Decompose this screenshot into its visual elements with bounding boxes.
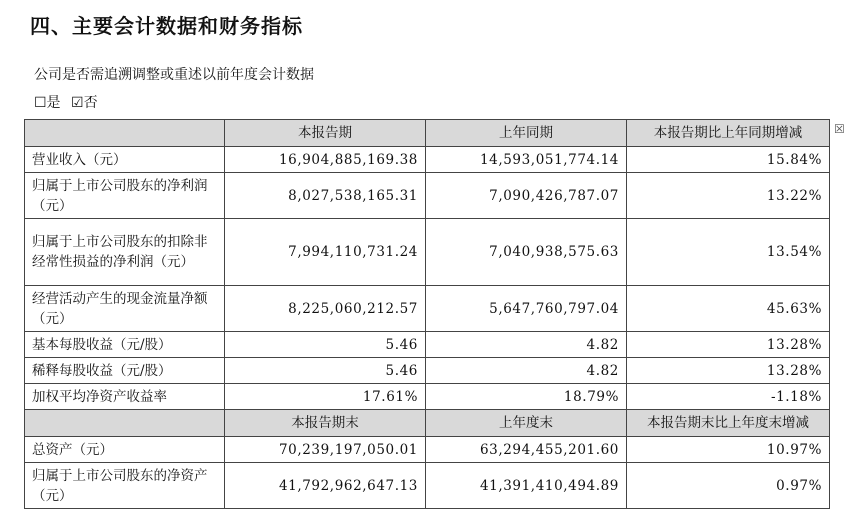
table-row bbox=[25, 332, 830, 358]
table-header-row bbox=[25, 120, 830, 147]
row-label: 总资产（元） bbox=[25, 437, 225, 463]
header-cell-change: 本报告期比上年同期增减 bbox=[627, 120, 830, 147]
restatement-options bbox=[34, 92, 104, 112]
current-value: 16,904,885,169.38 bbox=[225, 147, 426, 173]
table-row bbox=[25, 358, 830, 384]
table-row bbox=[25, 437, 830, 463]
prior-value: 4.82 bbox=[426, 332, 627, 358]
header-cell-empty bbox=[25, 120, 225, 147]
option-no-checkbox[interactable]: ☑否 bbox=[71, 95, 98, 111]
current-value: 41,792,962,647.13 bbox=[225, 463, 426, 509]
current-value: 17.61% bbox=[225, 384, 426, 410]
prior-value: 41,391,410,494.89 bbox=[426, 463, 627, 509]
prior-value: 18.79% bbox=[426, 384, 627, 410]
row-label: 归属于上市公司股东的净资产（元） bbox=[25, 463, 225, 509]
prior-value: 7,090,426,787.07 bbox=[426, 173, 627, 219]
row-label: 加权平均净资产收益率 bbox=[25, 384, 225, 410]
change-value: -1.18% bbox=[627, 384, 830, 410]
change-value: 0.97% bbox=[627, 463, 830, 509]
option-yes-checkbox[interactable]: ☐是 bbox=[34, 95, 61, 111]
table-row bbox=[25, 219, 830, 286]
change-value: 15.84% bbox=[627, 147, 830, 173]
table-row bbox=[25, 384, 830, 410]
restatement-question: 公司是否需追溯调整或重述以前年度会计数据 bbox=[34, 67, 314, 83]
close-box-icon: ☒ bbox=[834, 122, 845, 136]
header-cell-prior-year-end: 上年度末 bbox=[426, 410, 627, 437]
row-label: 归属于上市公司股东的扣除非经常性损益的净利润（元） bbox=[25, 219, 225, 286]
financial-indicators-table bbox=[24, 119, 830, 509]
header-cell-prior-period: 上年同期 bbox=[426, 120, 627, 147]
table-row bbox=[25, 173, 830, 219]
prior-value: 4.82 bbox=[426, 358, 627, 384]
row-label: 稀释每股收益（元/股） bbox=[25, 358, 225, 384]
table-header-row bbox=[25, 410, 830, 437]
current-value: 5.46 bbox=[225, 332, 426, 358]
row-label: 营业收入（元） bbox=[25, 147, 225, 173]
table-row bbox=[25, 147, 830, 173]
current-value: 7,994,110,731.24 bbox=[225, 219, 426, 286]
header-cell-change: 本报告期末比上年度末增减 bbox=[627, 410, 830, 437]
table-row bbox=[25, 463, 830, 509]
row-label: 基本每股收益（元/股） bbox=[25, 332, 225, 358]
change-value: 13.28% bbox=[627, 358, 830, 384]
prior-value: 7,040,938,575.63 bbox=[426, 219, 627, 286]
row-label: 归属于上市公司股东的净利润（元） bbox=[25, 173, 225, 219]
change-value: 13.28% bbox=[627, 332, 830, 358]
prior-value: 14,593,051,774.14 bbox=[426, 147, 627, 173]
current-value: 70,239,197,050.01 bbox=[225, 437, 426, 463]
header-cell-empty bbox=[25, 410, 225, 437]
table-row bbox=[25, 286, 830, 332]
current-value: 8,027,538,165.31 bbox=[225, 173, 426, 219]
current-value: 5.46 bbox=[225, 358, 426, 384]
change-value: 10.97% bbox=[627, 437, 830, 463]
row-label: 经营活动产生的现金流量净额（元） bbox=[25, 286, 225, 332]
prior-value: 63,294,455,201.60 bbox=[426, 437, 627, 463]
header-cell-current-period: 本报告期 bbox=[225, 120, 426, 147]
prior-value: 5,647,760,797.04 bbox=[426, 286, 627, 332]
change-value: 13.54% bbox=[627, 219, 830, 286]
section-title: 四、主要会计数据和财务指标 bbox=[30, 14, 303, 38]
change-value: 45.63% bbox=[627, 286, 830, 332]
header-cell-period-end: 本报告期末 bbox=[225, 410, 426, 437]
change-value: 13.22% bbox=[627, 173, 830, 219]
current-value: 8,225,060,212.57 bbox=[225, 286, 426, 332]
